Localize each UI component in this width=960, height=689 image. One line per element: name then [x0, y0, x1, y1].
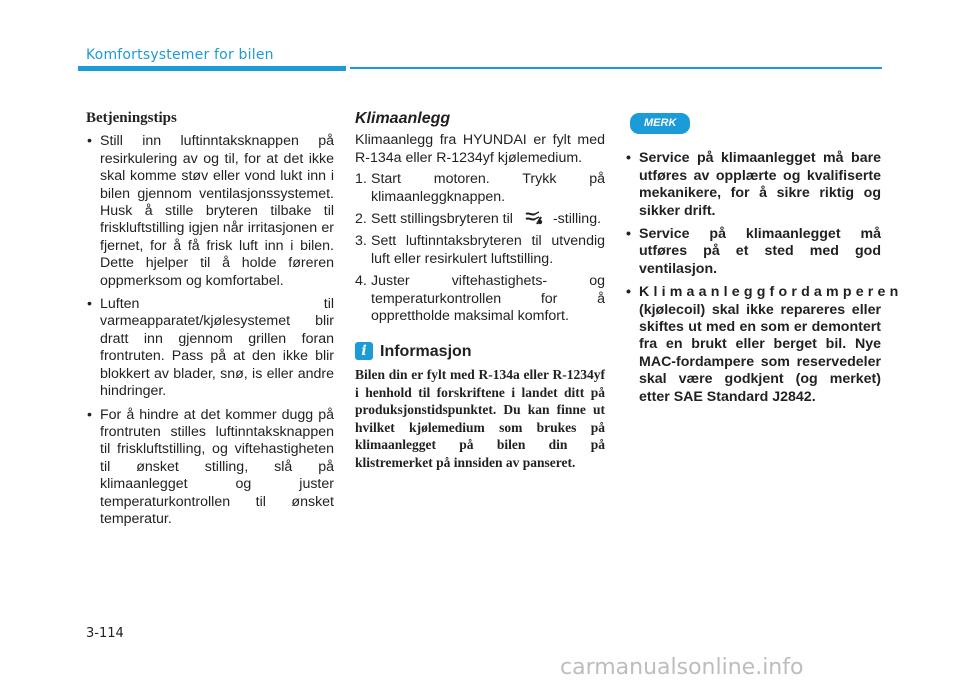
- info-header: [355, 342, 605, 360]
- list-item: • Still inn luftinntaksknappen på resirkulering av og til, for at det ikke skal komme støv eller vond lukt inn i bilen gjennom ventilasjonssystemet. Husk å stille bryteren tilbake til friskluftstilling igjen når irritasjonen er fjernet, for å få frisk luft inn i bilen. Dette hjelper til å holde føreren oppmerksom og komfortabel.: [86, 133, 334, 290]
- steps-list: [355, 171, 605, 325]
- column-air-conditioning: [355, 110, 605, 471]
- note-badge: MERK: [630, 113, 690, 134]
- header-rule-thin: [350, 67, 882, 69]
- column-operating-tips: [86, 110, 334, 534]
- info-title: Informasjon: [380, 342, 472, 360]
- operating-tips-heading: Betjeningstips: [86, 110, 177, 126]
- vent-mode-icon: [523, 211, 543, 225]
- column-notes: [625, 110, 903, 412]
- list-item: • Klimaanleggfordamperen (kjølecoil) skal ikke repareres eller skiftes ut med en som er demontert fra en brukt eller berget bil. Nye MAC-fordampere som reservedeler skal være godkjent (og merket) etter SAE Standard J2842.: [625, 284, 881, 406]
- list-item: • Service på klimaanlegget må utføres på et sted med god ventilasjon.: [625, 226, 881, 278]
- section-title: Komfortsystemer for bilen: [86, 47, 274, 63]
- page-number: 3-114: [86, 626, 124, 641]
- list-item: 1. Start motoren. Trykk på klimaanleggknappen.: [355, 171, 605, 205]
- notes-list: [625, 150, 903, 406]
- operating-tips-list: [86, 133, 334, 528]
- watermark: carmanualsonline.info: [560, 655, 804, 680]
- info-body: Bilen din er fylt med R-134a eller R-1234yf i henhold til forskriftene i landet ditt på produksjonstidspunktet. Du kan finne ut hvilket kjølemedium som brukes på klimaanlegget på bilen din på klistremerket på innsiden av panseret.: [355, 367, 605, 470]
- info-icon: i: [355, 342, 373, 360]
- list-item: 3. Sett luftinntaksbryteren til utvendig luft eller resirkulert luftstilling.: [355, 233, 605, 267]
- header-rule-thick: [78, 66, 346, 71]
- list-item: 4. Juster viftehastighets- og temperaturkontrollen for å opprettholde maksimal komfort.: [355, 273, 605, 325]
- list-item: • For å hindre at det kommer dugg på frontruten stilles luftinntaksknappen til friskluftstilling, og viftehastigheten til ønsket stilling, slå på klimaanlegget og juster temperaturkontrollen til ønsket temperatur.: [86, 407, 334, 529]
- air-conditioning-intro: Klimaanlegg fra HYUNDAI er fylt med R-134a eller R-1234yf kjølemedium.: [355, 132, 605, 166]
- list-item: 2. Sett stillingsbryteren til -stilling.: [355, 211, 602, 228]
- list-item: • Luften til varmeapparatet/kjølesystemet blir dratt inn gjennom grillen foran frontruten. Pass på at den ikke blir blokkert av blader, snø, is eller andre hindringer.: [86, 296, 334, 400]
- air-conditioning-heading: Klimaanlegg: [355, 110, 451, 127]
- list-item: • Service på klimaanlegget må bare utføres av opplærte og kvalifiserte mekanikere, for å sikre riktig og sikker drift.: [625, 150, 881, 220]
